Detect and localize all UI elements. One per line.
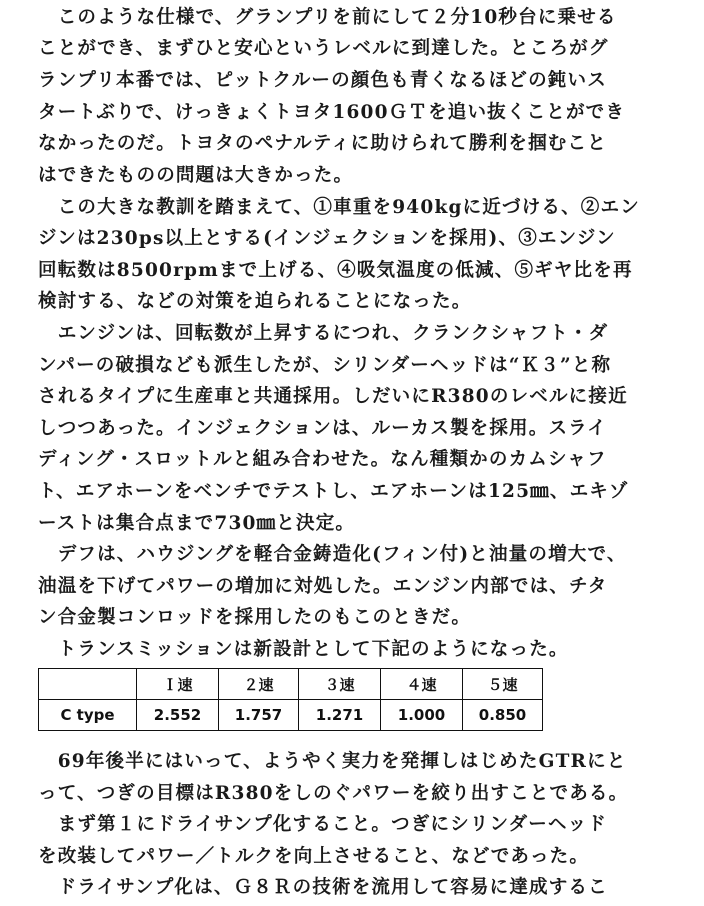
text-line: を改装してパワー／トルクを向上させること、などであった。	[38, 846, 590, 867]
gear-ratio-table	[38, 668, 543, 731]
table-cell: 0.850	[463, 700, 543, 731]
table-header-cell: ３速	[299, 669, 381, 700]
text-line: って、つぎの目標はR380をしのぐパワーを絞り出すことである。	[38, 783, 629, 804]
text-line: されるタイプに生産車と共通採用。しだいにR380のレベルに接近	[38, 386, 628, 407]
text-line: ン合金製コンロッドを採用したのもこのときだ。	[38, 607, 472, 628]
text-line: ことができ、まずひと安心というレベルに到達した。ところがグ	[38, 38, 609, 59]
text-line: 検討する、などの対策を迫られることになった。	[38, 291, 472, 312]
text-line: まず第１にドライサンプ化すること。つぎにシリンダーヘッド	[38, 814, 608, 835]
text-line: 油温を下げてパワーの増加に対処した。エンジン内部では、チタ	[38, 576, 608, 597]
table-row	[39, 700, 543, 731]
text-line: タートぶりで、けっきょくトヨタ1600ＧＴを追い抜くことができ	[38, 102, 626, 123]
text-line: 69年後半にはいって、ようやく実力を発揮しはじめたGTRにと	[38, 751, 627, 772]
text-line: ドライサンプ化は、Ｇ８Ｒの技術を流用して容易に達成するこ	[38, 877, 608, 898]
text-line: エンジンは、回転数が上昇するにつれ、クランクシャフト・ダ	[38, 323, 609, 344]
text-line: 回転数は8500rpmまで上げる、④吸気温度の低減、⑤ギヤ比を再	[38, 260, 633, 281]
table-header-row	[39, 669, 543, 700]
text-line: ジンは230ps以上とする(インジェクションを採用)、③エンジン	[38, 228, 616, 249]
table-header-cell: ５速	[463, 669, 543, 700]
text-line: しつつあった。インジェクションは、ルーカス製を採用。スライ	[38, 418, 607, 439]
table-cell: 2.552	[137, 700, 219, 731]
table-header-cell	[39, 669, 137, 700]
text-line: ディング・スロットルと組み合わせた。なん種類かのカムシャフ	[38, 449, 607, 470]
table-header-cell: ４速	[381, 669, 463, 700]
table-cell: 1.000	[381, 700, 463, 731]
text-line: ランプリ本番では、ピットクルーの顔色も青くなるほどの鈍いス	[38, 70, 607, 91]
text-line: デフは、ハウジングを軽合金鋳造化(フィン付)と油量の増大で、	[38, 544, 627, 565]
table-header-cell: Ｉ速	[137, 669, 219, 700]
table-cell: 1.271	[299, 700, 381, 731]
text-line: トランスミッションは新設計として下記のようになった。	[38, 639, 569, 660]
text-line: この大きな教訓を踏まえて、①車重を940kgに近づける、②エン	[38, 197, 640, 218]
text-line: ーストは集合点まで730㎜と決定。	[38, 513, 356, 534]
text-line: なかったのだ。トヨタのペナルティに助けられて勝利を掴むこと	[38, 133, 607, 154]
text-line: ンパーの破損なども派生したが、シリンダーヘッドは“Ｋ３”と称	[38, 355, 612, 376]
table-cell: C type	[39, 700, 137, 731]
text-line: ト、エアホーンをベンチでテストし、エアホーンは125㎜、エキゾ	[38, 481, 629, 502]
table-cell: 1.757	[219, 700, 299, 731]
text-line: このような仕様で、グランプリを前にして２分10秒台に乗せる	[38, 7, 617, 28]
table-header-cell: ２速	[219, 669, 299, 700]
text-line: はできたものの問題は大きかった。	[38, 165, 354, 186]
